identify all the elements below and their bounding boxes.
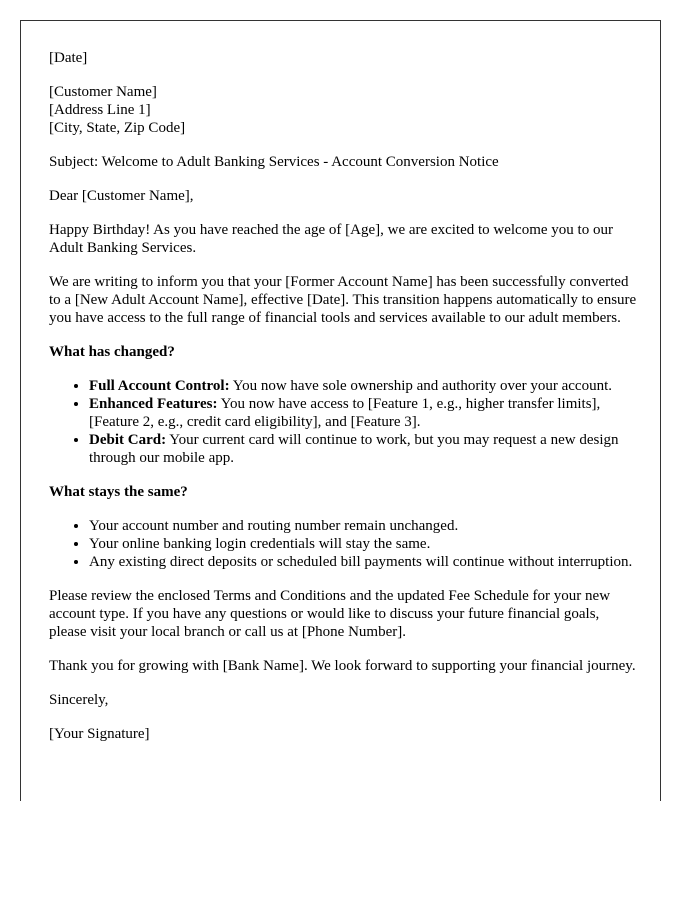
list-item: [89, 431, 639, 467]
list-item: • Your account number and routing number remain unchanged.: [89, 517, 639, 535]
letter-content: [49, 49, 639, 759]
list-item: • Your online banking login credentials will stay the same.: [89, 535, 639, 553]
letter-page: [20, 20, 661, 801]
letter-signature: [Your Signature]: [49, 726, 150, 742]
list-item: [89, 395, 639, 431]
list-item: [89, 377, 639, 395]
letter-subject: Subject: Welcome to Adult Banking Services - Account Conversion Notice: [49, 154, 499, 170]
recipient-address: [49, 83, 639, 137]
list-item-lead: Enhanced Features:: [89, 396, 218, 412]
paragraph-intro: Happy Birthday! As you have reached the age of [Age], we are excited to welcome you to our Adult Banking Services.: [49, 222, 613, 256]
list-item: • Any existing direct deposits or scheduled bill payments will continue without interruption.: [89, 553, 639, 571]
letter-closing: Sincerely,: [49, 692, 109, 708]
heading-what-changed: What has changed?: [49, 344, 175, 360]
list-item-text: You now have sole ownership and authority over your account.: [229, 378, 612, 394]
recipient-name: [Customer Name]: [49, 84, 157, 100]
paragraph-review: Please review the enclosed Terms and Conditions and the updated Fee Schedule for your new account type. If you have any questions or would like to discuss your future financial goals, please visit your local branch or call us at [Phone Number].: [49, 588, 611, 640]
recipient-address-line1: [Address Line 1]: [49, 102, 151, 118]
list-what-changed: [49, 377, 639, 467]
list-item-lead: Debit Card:: [89, 432, 167, 448]
list-item-text: Your current card will continue to work, but you may request a new design through our mobile app.: [89, 432, 619, 466]
letter-salutation: Dear [Customer Name],: [49, 188, 194, 204]
list-item-text: You now have access to [Feature 1, e.g., higher transfer limits], [Feature 2, e.g., credit card eligibility], and [Feature 3].: [89, 396, 601, 430]
list-what-stays: [49, 517, 639, 571]
paragraph-thanks: Thank you for growing with [Bank Name]. We look forward to supporting your financial journey.: [49, 658, 636, 674]
heading-what-stays: What stays the same?: [49, 484, 188, 500]
paragraph-conversion: We are writing to inform you that your [Former Account Name] has been successfully converted to a [New Adult Account Name], effective [Date]. This transition happens automatically to ensure you have access to the full range of financial tools and services available to our adult members.: [49, 274, 637, 326]
recipient-city-state-zip: [City, State, Zip Code]: [49, 120, 186, 136]
list-item-lead: Full Account Control:: [89, 378, 230, 394]
letter-date: [Date]: [49, 50, 88, 66]
